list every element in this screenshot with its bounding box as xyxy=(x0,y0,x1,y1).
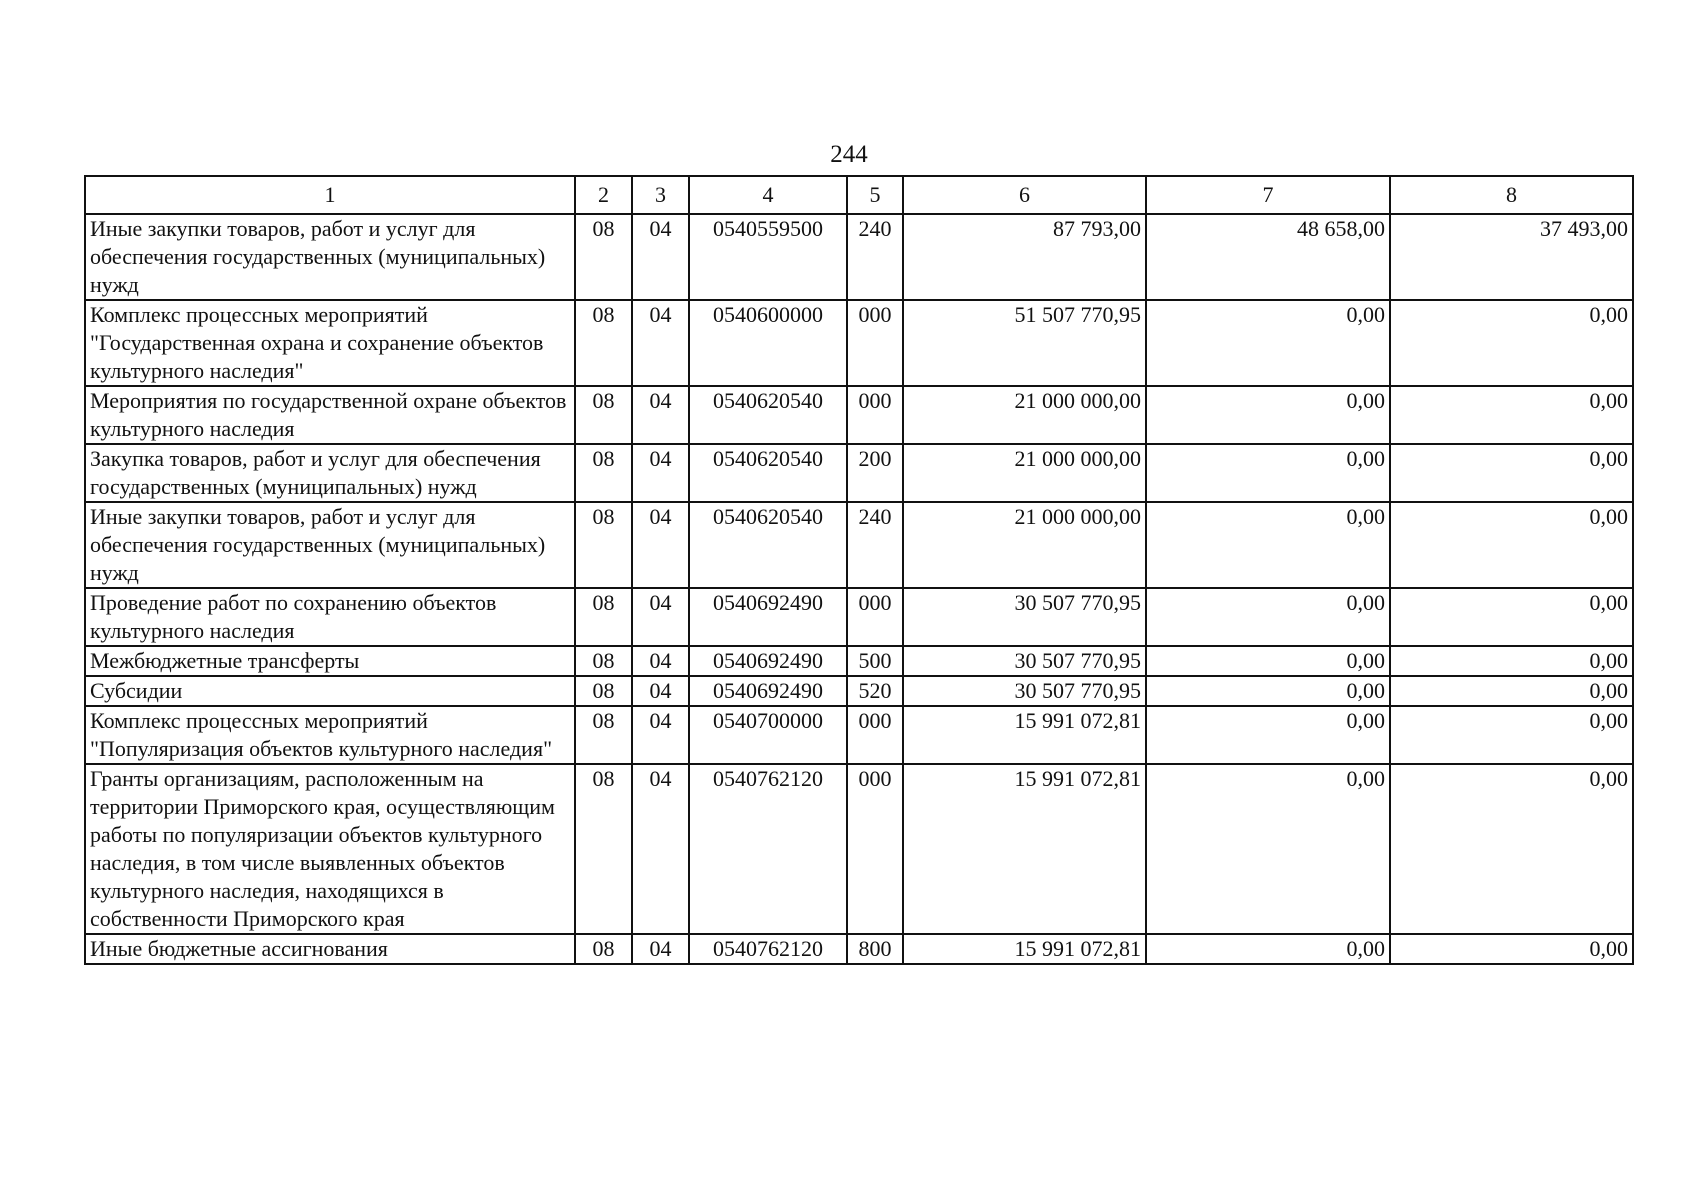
subsection-code-cell: 04 xyxy=(632,706,689,764)
subsection-code-cell: 04 xyxy=(632,214,689,300)
amount-col6-cell: 15 991 072,81 xyxy=(903,706,1146,764)
column-header-8: 8 xyxy=(1390,176,1633,214)
expense-type-cell: 240 xyxy=(847,214,903,300)
section-code-cell: 08 xyxy=(575,934,632,964)
amount-col8-cell: 0,00 xyxy=(1390,588,1633,646)
section-code-cell: 08 xyxy=(575,444,632,502)
amount-col8-cell: 0,00 xyxy=(1390,300,1633,386)
target-article-cell: 0540620540 xyxy=(689,502,847,588)
amount-col8-cell: 0,00 xyxy=(1390,646,1633,676)
amount-col7-cell: 0,00 xyxy=(1146,444,1390,502)
amount-col7-cell: 0,00 xyxy=(1146,706,1390,764)
amount-col6-cell: 51 507 770,95 xyxy=(903,300,1146,386)
page-number: 244 xyxy=(830,141,868,168)
amount-col8-cell: 0,00 xyxy=(1390,502,1633,588)
amount-col8-cell: 0,00 xyxy=(1390,676,1633,706)
amount-col6-cell: 87 793,00 xyxy=(903,214,1146,300)
table-row xyxy=(85,444,1633,502)
table-row xyxy=(85,934,1633,964)
table-row xyxy=(85,706,1633,764)
amount-col8-cell: 0,00 xyxy=(1390,934,1633,964)
amount-col6-cell: 30 507 770,95 xyxy=(903,676,1146,706)
amount-col6-cell: 30 507 770,95 xyxy=(903,588,1146,646)
expense-type-cell: 200 xyxy=(847,444,903,502)
column-header-1: 1 xyxy=(85,176,575,214)
amount-col7-cell: 0,00 xyxy=(1146,502,1390,588)
amount-col6-cell: 30 507 770,95 xyxy=(903,646,1146,676)
subsection-code-cell: 04 xyxy=(632,300,689,386)
target-article-cell: 0540762120 xyxy=(689,764,847,934)
amount-col8-cell: 0,00 xyxy=(1390,706,1633,764)
table-row xyxy=(85,646,1633,676)
column-header-7: 7 xyxy=(1146,176,1390,214)
subsection-code-cell: 04 xyxy=(632,676,689,706)
section-code-cell: 08 xyxy=(575,646,632,676)
column-header-5: 5 xyxy=(847,176,903,214)
amount-col7-cell: 0,00 xyxy=(1146,676,1390,706)
budget-table xyxy=(84,175,1634,965)
section-code-cell: 08 xyxy=(575,588,632,646)
row-name-cell: Иные бюджетные ассигнования xyxy=(85,934,575,964)
section-code-cell: 08 xyxy=(575,706,632,764)
target-article-cell: 0540692490 xyxy=(689,588,847,646)
expense-type-cell: 000 xyxy=(847,386,903,444)
amount-col6-cell: 21 000 000,00 xyxy=(903,502,1146,588)
row-name-cell: Мероприятия по государственной охране объектов культурного наследия xyxy=(85,386,575,444)
table-row xyxy=(85,676,1633,706)
amount-col7-cell: 0,00 xyxy=(1146,646,1390,676)
table-row xyxy=(85,764,1633,934)
amount-col7-cell: 0,00 xyxy=(1146,300,1390,386)
expense-type-cell: 520 xyxy=(847,676,903,706)
target-article-cell: 0540559500 xyxy=(689,214,847,300)
section-code-cell: 08 xyxy=(575,300,632,386)
subsection-code-cell: 04 xyxy=(632,588,689,646)
amount-col6-cell: 21 000 000,00 xyxy=(903,386,1146,444)
row-name-cell: Закупка товаров, работ и услуг для обеспечения государственных (муниципальных) нужд xyxy=(85,444,575,502)
amount-col7-cell: 0,00 xyxy=(1146,764,1390,934)
table-row xyxy=(85,214,1633,300)
expense-type-cell: 500 xyxy=(847,646,903,676)
row-name-cell: Проведение работ по сохранению объектов культурного наследия xyxy=(85,588,575,646)
section-code-cell: 08 xyxy=(575,502,632,588)
amount-col8-cell: 0,00 xyxy=(1390,764,1633,934)
table-row xyxy=(85,386,1633,444)
target-article-cell: 0540762120 xyxy=(689,934,847,964)
subsection-code-cell: 04 xyxy=(632,646,689,676)
table-header-row xyxy=(85,176,1633,214)
section-code-cell: 08 xyxy=(575,214,632,300)
target-article-cell: 0540620540 xyxy=(689,386,847,444)
amount-col8-cell: 0,00 xyxy=(1390,386,1633,444)
section-code-cell: 08 xyxy=(575,676,632,706)
row-name-cell: Комплекс процессных мероприятий "Государственная охрана и сохранение объектов культурного наследия" xyxy=(85,300,575,386)
expense-type-cell: 800 xyxy=(847,934,903,964)
column-header-3: 3 xyxy=(632,176,689,214)
amount-col7-cell: 48 658,00 xyxy=(1146,214,1390,300)
amount-col8-cell: 37 493,00 xyxy=(1390,214,1633,300)
row-name-cell: Межбюджетные трансферты xyxy=(85,646,575,676)
column-header-4: 4 xyxy=(689,176,847,214)
target-article-cell: 0540692490 xyxy=(689,646,847,676)
amount-col8-cell: 0,00 xyxy=(1390,444,1633,502)
row-name-cell: Субсидии xyxy=(85,676,575,706)
target-article-cell: 0540700000 xyxy=(689,706,847,764)
section-code-cell: 08 xyxy=(575,386,632,444)
row-name-cell: Комплекс процессных мероприятий "Популяризация объектов культурного наследия" xyxy=(85,706,575,764)
row-name-cell: Иные закупки товаров, работ и услуг для обеспечения государственных (муниципальных) нужд xyxy=(85,214,575,300)
expense-type-cell: 000 xyxy=(847,300,903,386)
amount-col6-cell: 15 991 072,81 xyxy=(903,934,1146,964)
table-row xyxy=(85,300,1633,386)
row-name-cell: Гранты организациям, расположенным на территории Приморского края, осуществляющим работы по популяризации объектов культурного наследия, в том числе выявленных объектов культурного наследия, находящихся в собственности Приморского края xyxy=(85,764,575,934)
amount-col6-cell: 21 000 000,00 xyxy=(903,444,1146,502)
column-header-2: 2 xyxy=(575,176,632,214)
subsection-code-cell: 04 xyxy=(632,444,689,502)
expense-type-cell: 000 xyxy=(847,764,903,934)
subsection-code-cell: 04 xyxy=(632,764,689,934)
subsection-code-cell: 04 xyxy=(632,386,689,444)
amount-col7-cell: 0,00 xyxy=(1146,934,1390,964)
table-row xyxy=(85,502,1633,588)
expense-type-cell: 240 xyxy=(847,502,903,588)
target-article-cell: 0540600000 xyxy=(689,300,847,386)
section-code-cell: 08 xyxy=(575,764,632,934)
amount-col6-cell: 15 991 072,81 xyxy=(903,764,1146,934)
target-article-cell: 0540692490 xyxy=(689,676,847,706)
target-article-cell: 0540620540 xyxy=(689,444,847,502)
row-name-cell: Иные закупки товаров, работ и услуг для обеспечения государственных (муниципальных) нужд xyxy=(85,502,575,588)
subsection-code-cell: 04 xyxy=(632,934,689,964)
expense-type-cell: 000 xyxy=(847,706,903,764)
expense-type-cell: 000 xyxy=(847,588,903,646)
subsection-code-cell: 04 xyxy=(632,502,689,588)
column-header-6: 6 xyxy=(903,176,1146,214)
amount-col7-cell: 0,00 xyxy=(1146,386,1390,444)
table-row xyxy=(85,588,1633,646)
amount-col7-cell: 0,00 xyxy=(1146,588,1390,646)
